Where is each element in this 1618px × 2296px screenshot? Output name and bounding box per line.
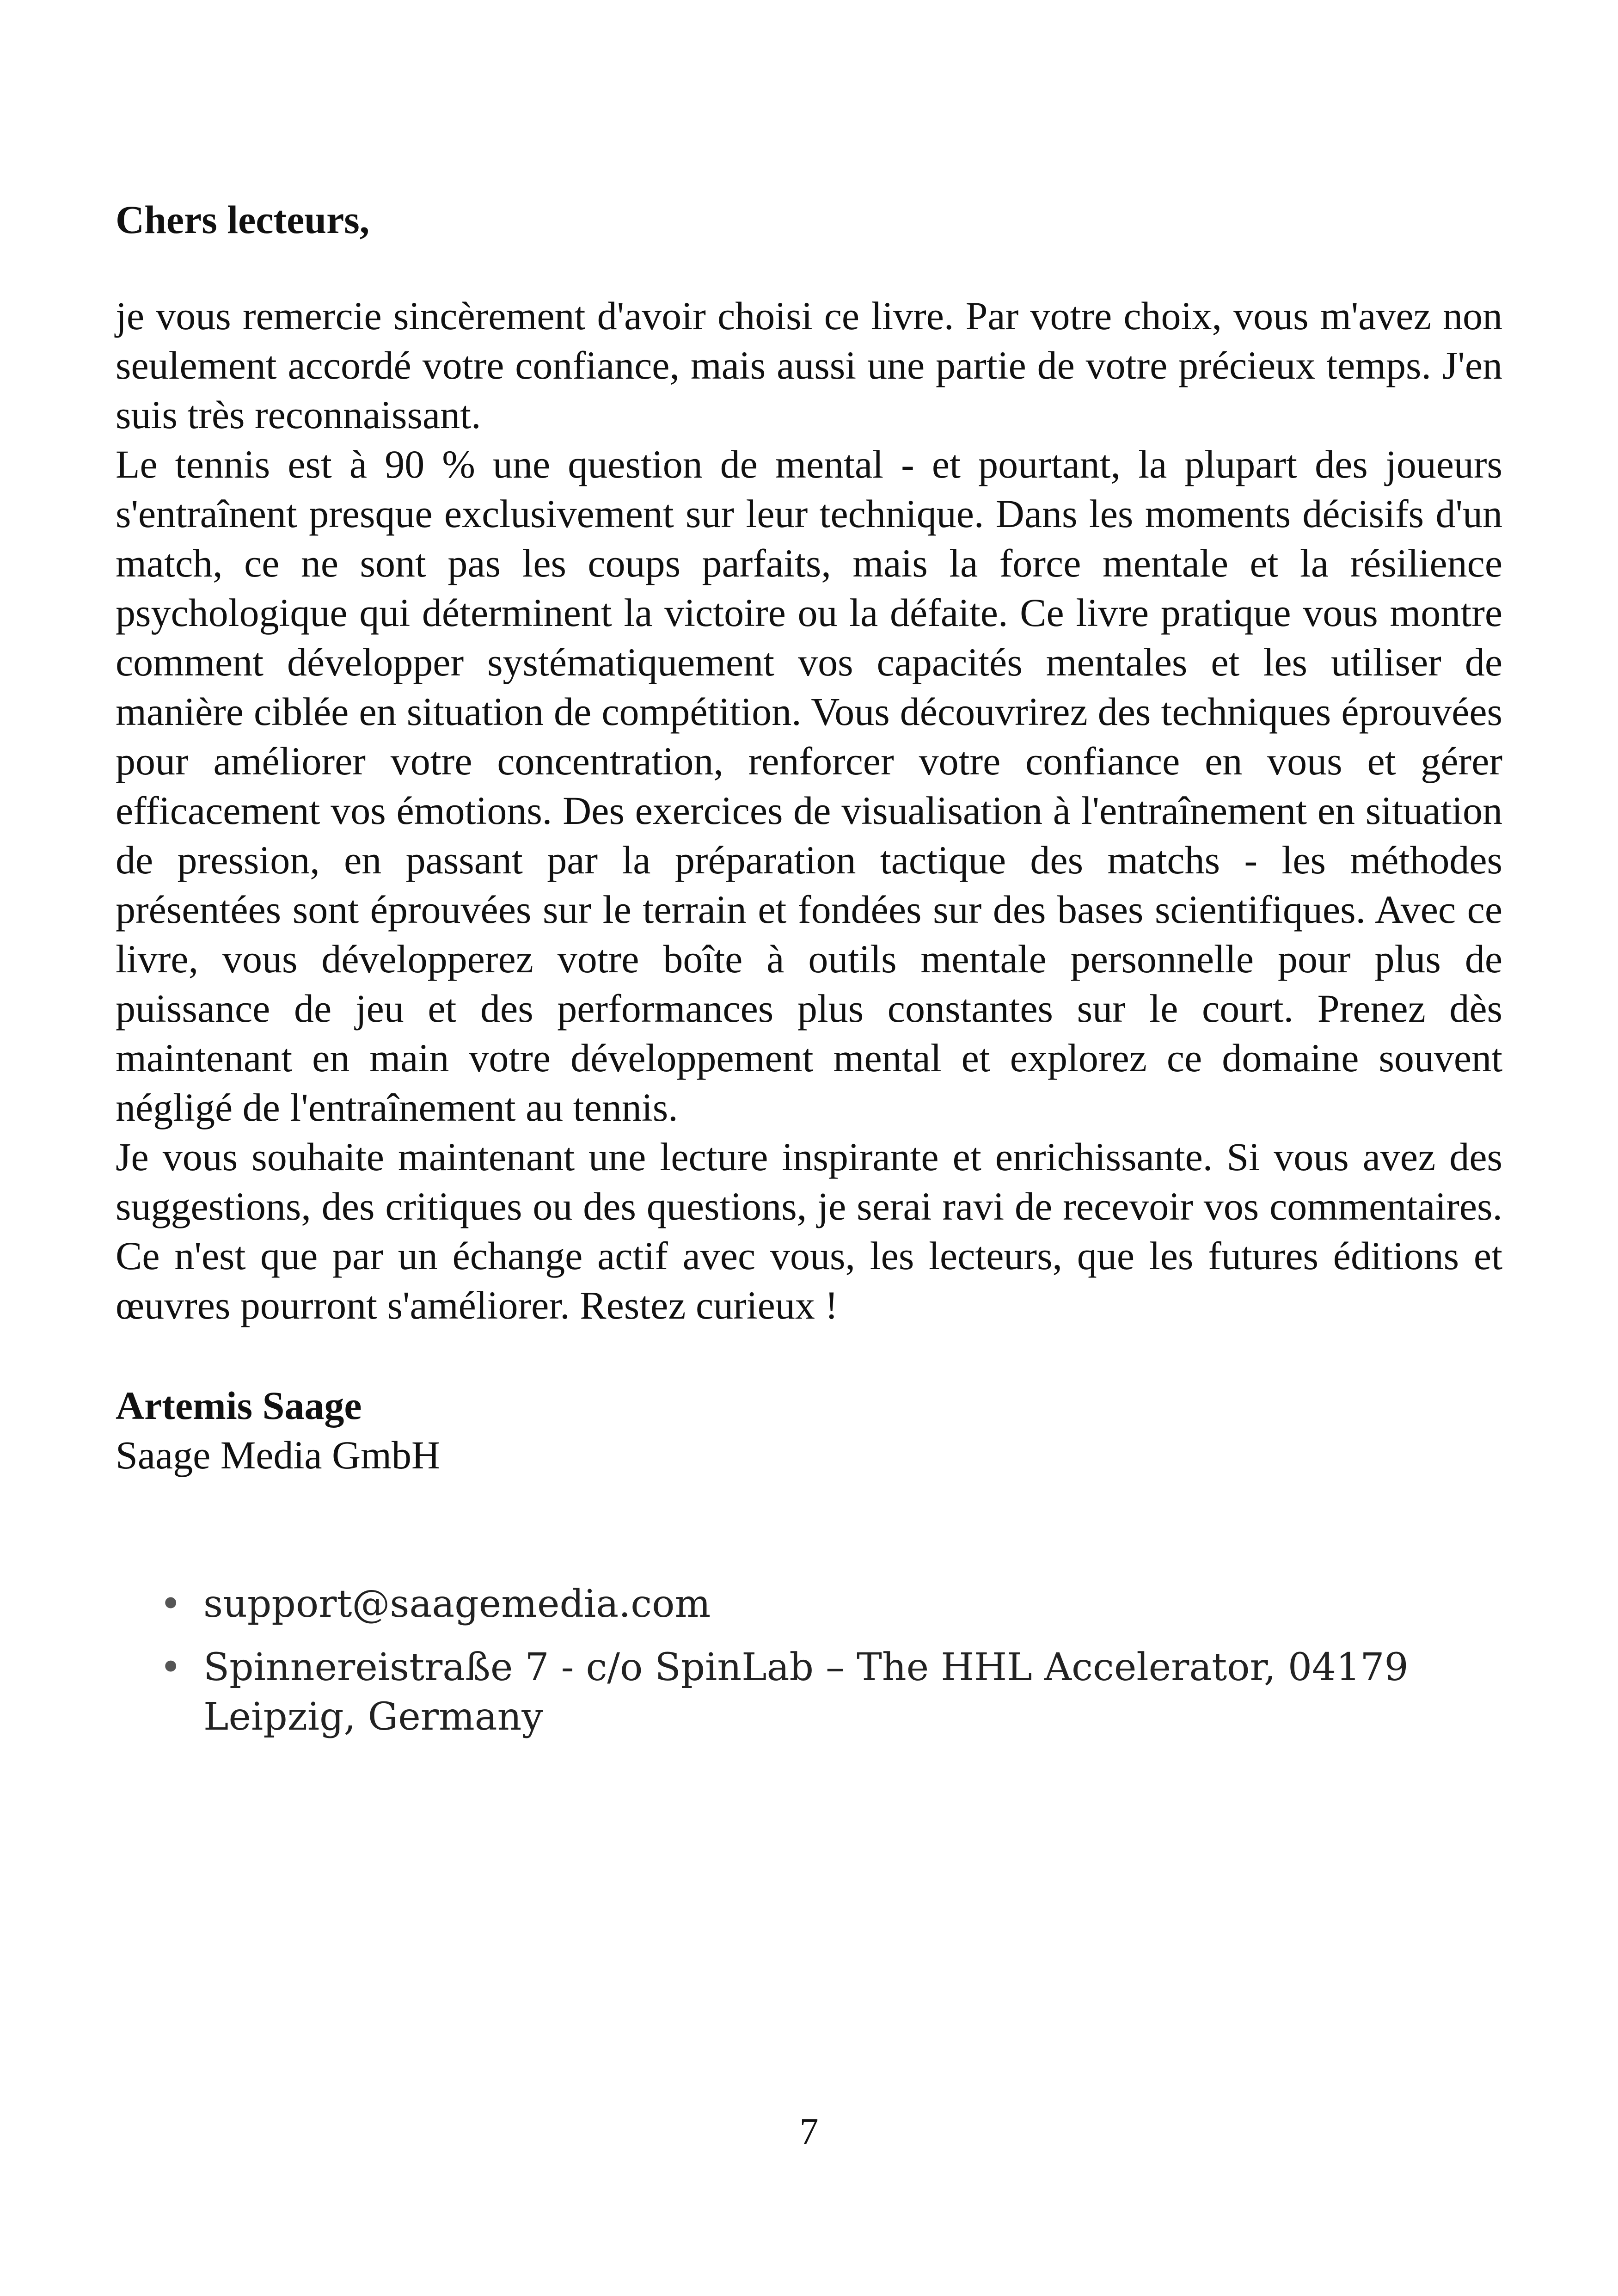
- contact-list: [116, 1579, 1502, 1742]
- letter-page: [116, 194, 1502, 1756]
- author-name: Artemis Saage: [116, 1383, 362, 1428]
- contact-address: Spinnereistraße 7 - c/o SpinLab – The HHL Accelerator, 04179 Leipzig, Germany: [203, 1645, 1409, 1739]
- company-name: Saage Media GmbH: [116, 1433, 441, 1477]
- paragraph-thanks: je vous remercie sincèrement d'avoir choisi ce livre. Par votre choix, vous m'avez non seulement accordé votre confiance, mais aussi une partie de votre précieux temps. J'en suis très reconnaissant.: [116, 294, 1502, 437]
- letter-body: [116, 291, 1502, 1330]
- page-number: 7: [799, 2110, 819, 2152]
- greeting-heading: Chers lecteurs,: [116, 197, 370, 242]
- paragraph-book-description: Le tennis est à 90 % une question de mental - et pourtant, la plupart des joueurs s'entraînent presque exclusivement sur leur technique. Dans les moments décisifs d'un match, ce ne sont pas les coups parfaits, mais la force mentale et la résilience psychologique qui déterminent la victoire ou la défaite. Ce livre pratique vous montre comment développer systématiquement vos capacités mentales et les utiliser de manière ciblée en situation de compétition. Vous découvrirez des techniques éprouvées pour améliorer votre concentration, renforcer votre confiance en vous et gérer efficacement vos émotions. Des exercices de visualisation à l'entraînement en situation de pression, en passant par la préparation tactique des matchs - les méthodes présentées sont éprouvées sur le terrain et fondées sur des bases scientifiques. Avec ce livre, vous développerez votre boîte à outils mentale personnelle pour plus de puissance de jeu et des performances plus constantes sur le court. Prenez dès maintenant en main votre développement mental et explorez ce domaine souvent négligé de l'entraînement au tennis.: [116, 442, 1502, 1130]
- contact-address-item: [159, 1643, 1502, 1742]
- contact-email[interactable]: support@saagemedia.com: [203, 1582, 711, 1626]
- paragraph-closing: Je vous souhaite maintenant une lecture inspirante et enrichissante. Si vous avez des suggestions, des critiques ou des questions, je serai ravi de recevoir vos commentaires. Ce n'est que par un échange actif avec vous, les lecteurs, que les futures éditions et œuvres pourront s'améliorer. Restez curieux !: [116, 1135, 1502, 1327]
- signature-block: [116, 1381, 1502, 1480]
- contact-email-item: [159, 1579, 1502, 1629]
- bullet-icon: •: [159, 1582, 182, 1626]
- bullet-icon: •: [159, 1645, 182, 1689]
